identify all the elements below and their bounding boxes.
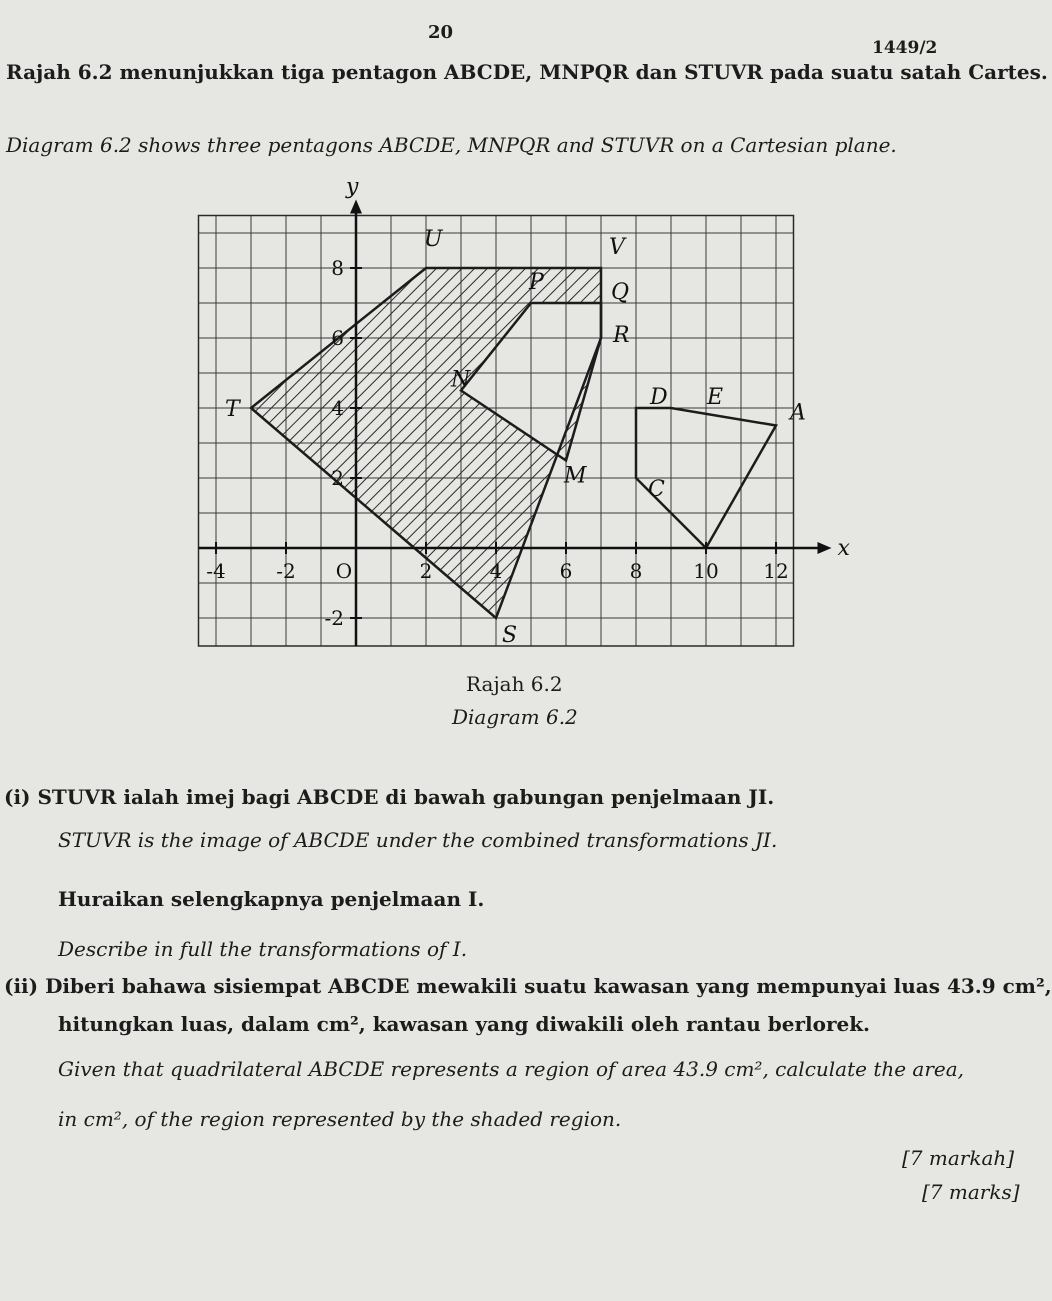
y-tick-label: 8	[331, 256, 344, 280]
vertex-label-v: V	[609, 235, 625, 260]
y-axis-label: y	[346, 174, 359, 200]
vertex-label-q: Q	[611, 280, 630, 305]
question-i-malay: (i) STUVR ialah imej bagi ABCDE di bawah gabungan penjelmaan JI.	[4, 785, 775, 809]
x-tick-label: 12	[763, 559, 789, 583]
intro-malay: Rajah 6.2 menunjukkan tiga pentagon ABCDE, MNPQR dan STUVR pada suatu satah Cartes.	[6, 60, 1048, 84]
vertex-label-u: U	[424, 227, 443, 252]
question-i-instruction-english: Describe in full the transformations of I.	[58, 937, 468, 961]
question-i-english: STUVR is the image of ABCDE under the combined transformations JI.	[58, 828, 778, 852]
intro-english: Diagram 6.2 shows three pentagons ABCDE, MNPQR and STUVR on a Cartesian plane.	[6, 133, 897, 157]
cartesian-diagram	[0, 174, 1023, 665]
vertex-label-t: T	[225, 397, 240, 422]
marks-english: [7 marks]	[922, 1180, 1020, 1204]
vertex-label-p: P	[529, 270, 544, 295]
y-tick-label: 2	[331, 466, 344, 490]
x-tick-label: O	[335, 559, 353, 583]
vertex-label-r: R	[613, 323, 630, 348]
caption-english: Diagram 6.2	[452, 705, 578, 729]
question-i-instruction-malay: Huraikan selengkapnya penjelmaan I.	[58, 887, 485, 911]
y-tick-label: -2	[324, 606, 344, 630]
vertex-label-s: S	[502, 623, 518, 648]
x-tick-label: -2	[276, 559, 296, 583]
question-ii-malay-2: hitungkan luas, dalam cm², kawasan yang diwakili oleh rantau berlorek.	[58, 1012, 871, 1036]
caption-malay: Rajah 6.2	[466, 672, 563, 696]
vertex-label-d: D	[650, 385, 668, 410]
paper-code: 1449/2	[872, 38, 938, 58]
vertex-label-a: A	[790, 400, 806, 426]
x-tick-label: 4	[489, 559, 503, 583]
vertex-label-e: E	[707, 385, 724, 410]
question-ii-english-2: in cm², of the region represented by the shaded region.	[58, 1107, 622, 1131]
x-axis-label: x	[837, 536, 850, 561]
x-tick-label: 2	[419, 559, 433, 583]
question-ii-english-1: Given that quadrilateral ABCDE represents a region of area 43.9 cm², calculate the area,	[58, 1057, 965, 1081]
vertex-label-n: N	[451, 367, 471, 393]
vertex-label-m: M	[564, 463, 587, 489]
vertex-label-c: C	[648, 477, 665, 502]
x-tick-label: 8	[629, 559, 643, 583]
marks-malay: [7 markah]	[902, 1146, 1015, 1170]
x-tick-label: 6	[559, 559, 573, 583]
question-ii-malay-1: (ii) Diberi bahawa sisiempat ABCDE mewakili suatu kawasan yang mempunyai luas 43.9 cm²,	[4, 974, 1052, 998]
x-tick-label: -4	[206, 559, 226, 583]
x-axis-arrow	[818, 542, 832, 554]
y-axis-arrow	[350, 200, 362, 214]
y-tick-label: 6	[331, 326, 344, 350]
x-tick-label: 10	[693, 559, 719, 583]
y-tick-label: 4	[331, 396, 344, 420]
page-number: 20	[428, 22, 454, 43]
